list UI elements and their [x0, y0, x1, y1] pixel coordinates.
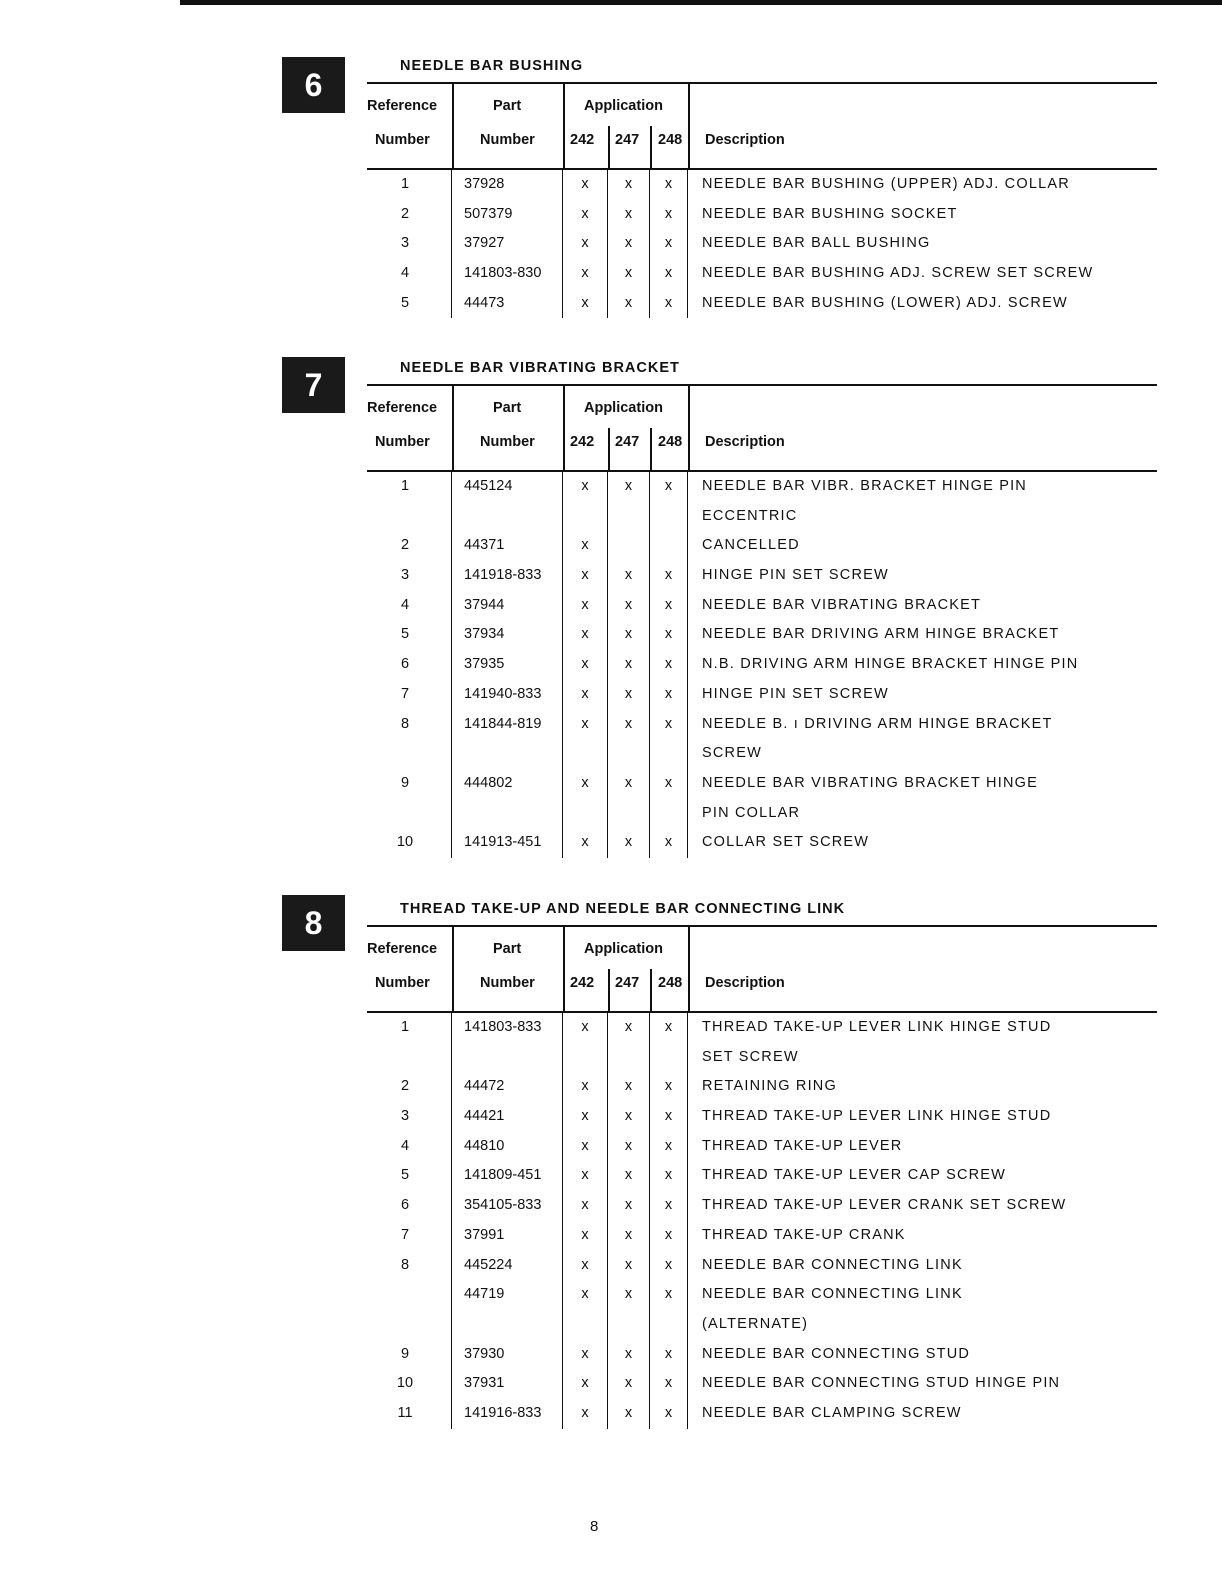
header-part: Part — [493, 941, 522, 957]
application-mark: x — [563, 769, 608, 799]
table-row — [367, 1399, 1157, 1429]
table-row — [367, 710, 1157, 740]
application-mark: x — [608, 1251, 650, 1281]
application-mark: x — [608, 1369, 650, 1399]
table-row — [367, 1221, 1157, 1251]
application-mark: x — [563, 1340, 608, 1370]
reference-number — [367, 799, 452, 829]
application-mark: x — [608, 170, 650, 200]
part-number: 37935 — [452, 650, 563, 680]
application-mark: x — [563, 591, 608, 621]
reference-number: 1 — [367, 170, 452, 200]
part-number: 37934 — [452, 620, 563, 650]
application-mark: x — [608, 828, 650, 858]
reference-number — [367, 1043, 452, 1073]
application-mark: x — [608, 200, 650, 230]
application-mark: x — [563, 259, 608, 289]
column-divider — [452, 386, 454, 470]
table-row — [367, 259, 1157, 289]
table-row — [367, 1340, 1157, 1370]
description: NEEDLE BAR CONNECTING STUD — [702, 1345, 971, 1362]
description: ECCENTRIC — [702, 507, 798, 524]
description: HINGE PIN SET SCREW — [702, 567, 889, 584]
description: THREAD TAKE-UP LEVER LINK HINGE STUD — [702, 1108, 1052, 1125]
header-description: Description — [705, 975, 785, 991]
description: THREAD TAKE-UP LEVER CRANK SET SCREW — [702, 1197, 1067, 1214]
application-mark: x — [563, 1072, 608, 1102]
header-application: Application — [584, 98, 663, 114]
application-mark: x — [650, 229, 688, 259]
application-mark: x — [608, 1102, 650, 1132]
header-number: Number — [375, 434, 430, 450]
application-mark: x — [608, 1132, 650, 1162]
part-number: 37991 — [452, 1221, 563, 1251]
header-model-242: 242 — [570, 434, 595, 450]
description: NEEDLE BAR BUSHING (LOWER) ADJ. SCREW — [702, 294, 1068, 311]
part-number: 141913-451 — [452, 828, 563, 858]
application-mark — [563, 1310, 608, 1340]
description: NEEDLE B. ı DRIVING ARM HINGE BRACKET — [702, 715, 1053, 732]
reference-number: 6 — [367, 1191, 452, 1221]
application-mark — [563, 1043, 608, 1073]
description: SET SCREW — [702, 1048, 799, 1065]
reference-number: 11 — [367, 1399, 452, 1429]
column-divider — [452, 927, 454, 1011]
application-mark: x — [650, 591, 688, 621]
table-row — [367, 799, 1157, 829]
part-number: 37930 — [452, 1340, 563, 1370]
header-model-242: 242 — [570, 975, 595, 991]
application-mark: x — [608, 229, 650, 259]
table-row — [367, 1102, 1157, 1132]
header-model-247: 247 — [615, 434, 640, 450]
reference-number: 1 — [367, 472, 452, 502]
application-mark: x — [563, 650, 608, 680]
column-divider — [563, 927, 565, 1011]
application-mark — [608, 1043, 650, 1073]
application-mark: x — [650, 828, 688, 858]
description: COLLAR SET SCREW — [702, 834, 870, 851]
application-mark — [563, 502, 608, 532]
header-model-248: 248 — [658, 132, 683, 148]
table-row — [367, 502, 1157, 532]
application-mark: x — [650, 259, 688, 289]
reference-number: 10 — [367, 828, 452, 858]
section-title: NEEDLE BAR VIBRATING BRACKET — [400, 360, 680, 376]
description: NEEDLE BAR DRIVING ARM HINGE BRACKET — [702, 626, 1060, 643]
table-row — [367, 170, 1157, 200]
application-mark: x — [650, 1340, 688, 1370]
part-number: 44371 — [452, 531, 563, 561]
table-row — [367, 739, 1157, 769]
part-number — [452, 1043, 563, 1073]
reference-number: 9 — [367, 769, 452, 799]
reference-number: 5 — [367, 1161, 452, 1191]
header-part-number: Number — [480, 434, 535, 450]
application-mark: x — [563, 1161, 608, 1191]
application-mark: x — [563, 1132, 608, 1162]
table-row — [367, 472, 1157, 502]
application-mark: x — [563, 1221, 608, 1251]
table-body — [367, 472, 1157, 858]
reference-number: 5 — [367, 289, 452, 319]
description: THREAD TAKE-UP CRANK — [702, 1226, 906, 1243]
description: NEEDLE BAR CONNECTING LINK — [702, 1286, 963, 1303]
application-mark: x — [563, 828, 608, 858]
application-mark: x — [563, 620, 608, 650]
table-row — [367, 1280, 1157, 1310]
header-part: Part — [493, 400, 522, 416]
table-row — [367, 561, 1157, 591]
part-number: 44473 — [452, 289, 563, 319]
application-mark: x — [608, 1013, 650, 1043]
application-mark — [608, 502, 650, 532]
description: NEEDLE BAR BUSHING (UPPER) ADJ. COLLAR — [702, 176, 1070, 192]
description: NEEDLE BAR BUSHING ADJ. SCREW SET SCREW — [702, 265, 1094, 282]
header-application: Application — [584, 941, 663, 957]
table-row — [367, 591, 1157, 621]
application-mark: x — [563, 1280, 608, 1310]
application-mark: x — [563, 1399, 608, 1429]
application-mark: x — [650, 1280, 688, 1310]
table-row — [367, 1191, 1157, 1221]
application-mark — [563, 739, 608, 769]
header-part-number: Number — [480, 975, 535, 991]
column-divider — [608, 126, 610, 168]
description: THREAD TAKE-UP LEVER CAP SCREW — [702, 1167, 1007, 1184]
reference-number: 6 — [367, 650, 452, 680]
table-row — [367, 650, 1157, 680]
application-mark: x — [563, 1191, 608, 1221]
header-reference: Reference — [367, 941, 438, 957]
reference-number: 7 — [367, 680, 452, 710]
table-row — [367, 1310, 1157, 1340]
application-mark: x — [608, 1340, 650, 1370]
reference-number: 7 — [367, 1221, 452, 1251]
column-divider — [650, 428, 652, 470]
application-mark: x — [563, 472, 608, 502]
column-divider — [650, 126, 652, 168]
reference-number: 3 — [367, 229, 452, 259]
description: RETAINING RING — [702, 1078, 837, 1095]
application-mark: x — [650, 710, 688, 740]
application-mark: x — [608, 1280, 650, 1310]
reference-number: 2 — [367, 200, 452, 230]
application-mark — [650, 1043, 688, 1073]
reference-number: 10 — [367, 1369, 452, 1399]
header-model-247: 247 — [615, 975, 640, 991]
application-mark: x — [563, 680, 608, 710]
application-mark: x — [650, 561, 688, 591]
header-number: Number — [375, 975, 430, 991]
header-reference: Reference — [367, 400, 438, 416]
application-mark: x — [650, 680, 688, 710]
description: NEEDLE BAR VIBRATING BRACKET HINGE — [702, 774, 1038, 791]
description: NEEDLE BAR CONNECTING STUD HINGE PIN — [702, 1375, 1061, 1392]
table-body — [367, 170, 1157, 318]
description: NEEDLE BAR BALL BUSHING — [702, 235, 931, 252]
application-mark: x — [563, 531, 608, 561]
header-description: Description — [705, 132, 785, 148]
part-number: 37927 — [452, 229, 563, 259]
part-number: 37931 — [452, 1369, 563, 1399]
table-header — [367, 927, 1157, 1011]
table-row — [367, 531, 1157, 561]
application-mark: x — [650, 620, 688, 650]
application-mark: x — [650, 1251, 688, 1281]
reference-number: 4 — [367, 259, 452, 289]
application-mark — [608, 531, 650, 561]
part-number — [452, 1310, 563, 1340]
reference-number — [367, 1280, 452, 1310]
application-mark — [563, 799, 608, 829]
application-mark: x — [563, 1251, 608, 1281]
description: NEEDLE BAR BUSHING SOCKET — [702, 205, 958, 222]
part-number: 44472 — [452, 1072, 563, 1102]
application-mark: x — [650, 472, 688, 502]
application-mark: x — [563, 1013, 608, 1043]
reference-number: 2 — [367, 1072, 452, 1102]
application-mark: x — [650, 769, 688, 799]
column-divider — [563, 84, 565, 168]
table-body — [367, 1013, 1157, 1429]
description: PIN COLLAR — [702, 804, 801, 821]
reference-number: 8 — [367, 710, 452, 740]
application-mark: x — [563, 710, 608, 740]
application-mark: x — [650, 170, 688, 200]
application-mark: x — [608, 710, 650, 740]
header-model-247: 247 — [615, 132, 640, 148]
description: HINGE PIN SET SCREW — [702, 685, 889, 702]
application-mark: x — [608, 1161, 650, 1191]
application-mark: x — [608, 1072, 650, 1102]
application-mark: x — [563, 1102, 608, 1132]
description: (ALTERNATE) — [702, 1315, 809, 1332]
table-row — [367, 1072, 1157, 1102]
application-mark: x — [650, 1132, 688, 1162]
section-badge: 8 — [282, 895, 345, 951]
part-number — [452, 739, 563, 769]
application-mark — [608, 799, 650, 829]
description: SCREW — [702, 745, 762, 762]
reference-number: 3 — [367, 1102, 452, 1132]
table-row — [367, 620, 1157, 650]
table-row — [367, 680, 1157, 710]
header-model-242: 242 — [570, 132, 595, 148]
application-mark — [650, 1310, 688, 1340]
column-divider — [608, 428, 610, 470]
part-number: 44810 — [452, 1132, 563, 1162]
application-mark: x — [608, 680, 650, 710]
reference-number: 4 — [367, 1132, 452, 1162]
application-mark: x — [608, 620, 650, 650]
header-part: Part — [493, 98, 522, 114]
column-divider — [452, 84, 454, 168]
part-number: 444802 — [452, 769, 563, 799]
table-row — [367, 289, 1157, 319]
header-part-number: Number — [480, 132, 535, 148]
application-mark: x — [563, 229, 608, 259]
part-number: 141803-833 — [452, 1013, 563, 1043]
reference-number: 9 — [367, 1340, 452, 1370]
application-mark — [608, 1310, 650, 1340]
reference-number — [367, 502, 452, 532]
application-mark: x — [608, 561, 650, 591]
part-number — [452, 799, 563, 829]
application-mark: x — [650, 1369, 688, 1399]
application-mark: x — [608, 1399, 650, 1429]
application-mark — [650, 531, 688, 561]
description: NEEDLE BAR VIBRATING BRACKET — [702, 596, 982, 613]
table-row — [367, 828, 1157, 858]
reference-number: 4 — [367, 591, 452, 621]
application-mark: x — [608, 1191, 650, 1221]
part-number: 445224 — [452, 1251, 563, 1281]
description: N.B. DRIVING ARM HINGE BRACKET HINGE PIN — [702, 656, 1079, 673]
application-mark: x — [650, 650, 688, 680]
application-mark: x — [608, 1221, 650, 1251]
application-mark: x — [608, 289, 650, 319]
application-mark: x — [608, 650, 650, 680]
table-row — [367, 1043, 1157, 1073]
table-row — [367, 1132, 1157, 1162]
application-mark: x — [608, 259, 650, 289]
section-badge: 6 — [282, 57, 345, 113]
application-mark: x — [650, 1013, 688, 1043]
reference-number: 5 — [367, 620, 452, 650]
application-mark: x — [608, 591, 650, 621]
header-model-248: 248 — [658, 434, 683, 450]
table-row — [367, 1251, 1157, 1281]
part-number: 141803-830 — [452, 259, 563, 289]
table-row — [367, 1013, 1157, 1043]
header-reference: Reference — [367, 98, 438, 114]
description: NEEDLE BAR CLAMPING SCREW — [702, 1404, 962, 1421]
column-divider — [650, 969, 652, 1011]
application-mark: x — [650, 1161, 688, 1191]
part-number: 37944 — [452, 591, 563, 621]
application-mark: x — [563, 1369, 608, 1399]
table-header — [367, 386, 1157, 470]
part-number: 141918-833 — [452, 561, 563, 591]
part-number — [452, 502, 563, 532]
application-mark: x — [650, 1221, 688, 1251]
column-divider — [563, 386, 565, 470]
column-divider — [688, 84, 690, 168]
reference-number: 2 — [367, 531, 452, 561]
table-row — [367, 1369, 1157, 1399]
part-number: 141940-833 — [452, 680, 563, 710]
part-number: 141844-819 — [452, 710, 563, 740]
application-mark: x — [608, 769, 650, 799]
application-mark: x — [563, 200, 608, 230]
description: THREAD TAKE-UP LEVER LINK HINGE STUD — [702, 1019, 1052, 1035]
application-mark: x — [650, 1102, 688, 1132]
application-mark: x — [650, 289, 688, 319]
reference-number — [367, 1310, 452, 1340]
description: NEEDLE BAR CONNECTING LINK — [702, 1256, 963, 1273]
application-mark: x — [650, 200, 688, 230]
table-row — [367, 769, 1157, 799]
part-number: 44421 — [452, 1102, 563, 1132]
section-badge: 7 — [282, 357, 345, 413]
table-header — [367, 84, 1157, 168]
header-application: Application — [584, 400, 663, 416]
application-mark: x — [608, 472, 650, 502]
application-mark — [650, 502, 688, 532]
section-title: THREAD TAKE-UP AND NEEDLE BAR CONNECTING LINK — [400, 901, 846, 917]
reference-number: 1 — [367, 1013, 452, 1043]
application-mark: x — [650, 1072, 688, 1102]
table-row — [367, 229, 1157, 259]
header-number: Number — [375, 132, 430, 148]
application-mark: x — [563, 561, 608, 591]
column-divider — [688, 927, 690, 1011]
description: NEEDLE BAR VIBR. BRACKET HINGE PIN — [702, 478, 1027, 494]
column-divider — [608, 969, 610, 1011]
column-divider — [688, 386, 690, 470]
part-number: 44719 — [452, 1280, 563, 1310]
section-title: NEEDLE BAR BUSHING — [400, 58, 584, 74]
application-mark — [650, 739, 688, 769]
reference-number: 8 — [367, 1251, 452, 1281]
part-number: 141809-451 — [452, 1161, 563, 1191]
part-number: 37928 — [452, 170, 563, 200]
reference-number: 3 — [367, 561, 452, 591]
page-number: 8 — [590, 1518, 599, 1535]
table-row — [367, 200, 1157, 230]
part-number: 354105-833 — [452, 1191, 563, 1221]
description: THREAD TAKE-UP LEVER — [702, 1137, 903, 1154]
application-mark: x — [563, 289, 608, 319]
part-number: 141916-833 — [452, 1399, 563, 1429]
header-model-248: 248 — [658, 975, 683, 991]
application-mark — [608, 739, 650, 769]
application-mark: x — [563, 170, 608, 200]
top-border — [180, 0, 1222, 5]
part-number: 507379 — [452, 200, 563, 230]
application-mark: x — [650, 1399, 688, 1429]
reference-number — [367, 739, 452, 769]
table-row — [367, 1161, 1157, 1191]
application-mark — [650, 799, 688, 829]
description: CANCELLED — [702, 537, 800, 554]
part-number: 445124 — [452, 472, 563, 502]
header-description: Description — [705, 434, 785, 450]
application-mark: x — [650, 1191, 688, 1221]
